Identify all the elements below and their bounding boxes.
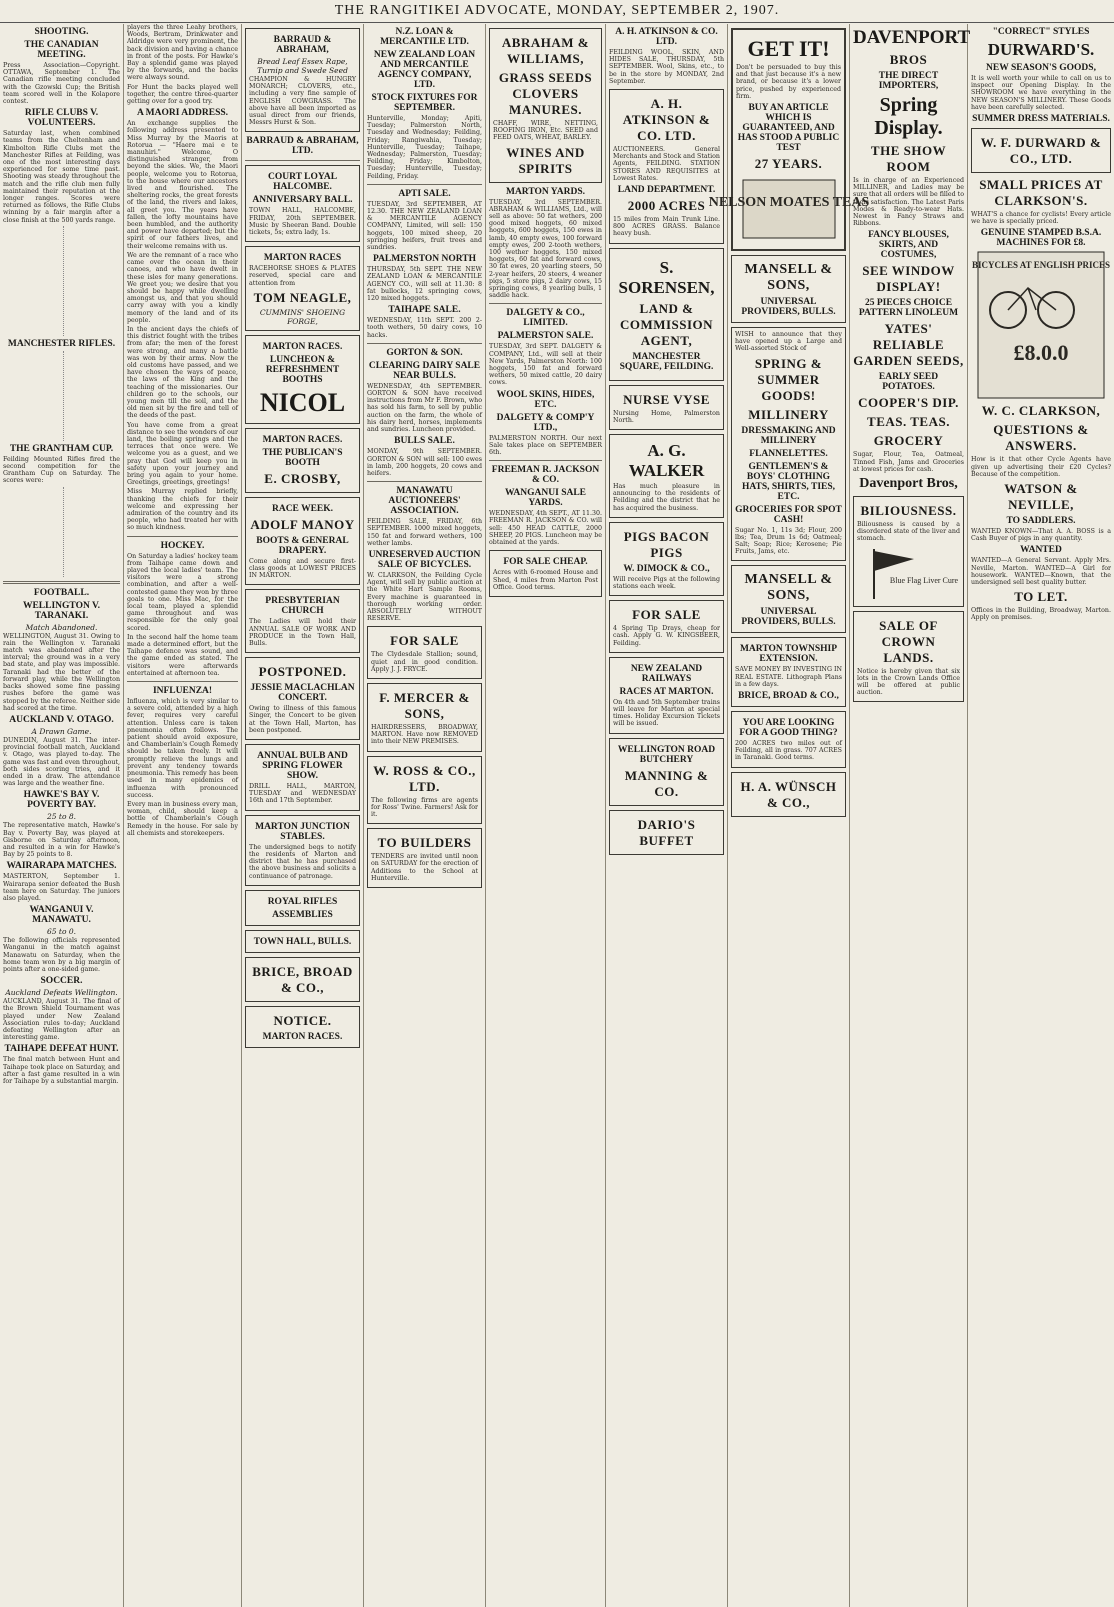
ad-title: TO LET.	[1014, 589, 1068, 605]
ad-title: SPRING & SUMMER GOODS!	[754, 355, 823, 403]
ad-bulb-show	[245, 744, 360, 811]
heading: SHOOTING.	[34, 27, 89, 37]
ad-title: BOOTS & GENERAL DRAPERY.	[256, 535, 349, 556]
bicycle-price-text: £8.0.0	[1013, 340, 1069, 366]
bicycle-ad-icon	[972, 250, 1110, 400]
subheading: Auckland Defeats Wellington.	[5, 988, 118, 998]
ad-title: APTI SALE.	[398, 188, 451, 199]
ad-title: TO BUILDERS	[377, 835, 472, 851]
ad-title: COURT LOYAL HALCOMBE.	[267, 172, 338, 193]
ad-title: H. A. WÜNSCH & CO.,	[740, 778, 837, 810]
ad-text: Don't be persuaded to buy this and that just because it's a new brand, or because it's a lower price, pushed by experienced firm.	[736, 64, 841, 100]
ad-brice-broad	[245, 957, 360, 1002]
ad-title: NEW ZEALAND LOAN AND MERCANTILE AGENCY COMPANY, LTD.	[373, 50, 476, 90]
column-9	[968, 24, 1114, 1607]
ad-title: GRASS SEEDS CLOVERS MANURES.	[498, 70, 593, 117]
ad-title: DARIO'S BUFFET	[637, 816, 696, 848]
ad-text: FEILDING SALE, FRIDAY, 6th SEPTEMBER. 1000 mixed hoggets, 150 fat and forward wethers, 100 wether lambs.	[367, 518, 482, 547]
ad-text: CHAFF, WIRE, NETTING, ROOFING IRON, Etc. SEED and FEED OATS, WHEAT, BARLEY.	[493, 120, 598, 142]
column-8	[850, 24, 971, 1607]
ad-get-it	[708, 28, 869, 251]
ad-text: The Ladies will hold their ANNUAL SALE OF WORK AND PRODUCE in the Town Hall, Bulls.	[249, 618, 356, 648]
body-text: WELLINGTON, August 31. Owing to rain the Wellington v. Taranaki match was abandoned after the interval; the ground was in a very bad state, and play was impossible. Taranaki had the better of the forward play, while the Wellington backs showed some fine passing rushes before the game was stopped by the referee. Neither side had scored at the time.	[3, 632, 120, 712]
column-5	[486, 24, 606, 1607]
ad-text: Owing to illness of this famous Singer, the Concert to be given at the Town Hall, Marton, has been postponed.	[249, 705, 356, 734]
body-text: DUNEDIN, August 31. The inter-provincial football match, Auckland v. Otago, was played to-day. The game was fast and even throughout, both sides scoring tries, and it ended in a draw. The attendance was large and the weather fine.	[3, 736, 120, 788]
ad-title: WANTED	[1020, 545, 1062, 556]
body-text: For Hunt the backs played well together, the centre three-quarter getting over for a good try.	[127, 83, 238, 106]
body-text: Influenza, which is very similar to a severe cold, attended by a high fever, requires very careful attention. Unless care is taken pneumonia often follows. The patient should avoid exposure, and Chamberlain's Cough Remedy should be taken freely. It will promptly relieve the lungs and prevent any tendency towards pneumonia. This remedy has been used in many epidemics of influenza with pronounced success.	[127, 698, 238, 799]
ad-title: ABRAHAM & WILLIAMS,	[501, 35, 590, 66]
ad-text: SAVE MONEY BY INVESTING IN REAL ESTATE. Lithograph Plans in a few days.	[735, 666, 842, 688]
ad-lodge	[245, 165, 360, 242]
divider	[127, 536, 238, 537]
ad-title: BULLS SALE.	[394, 436, 455, 447]
ad-name: Davenport Bros,	[859, 476, 958, 492]
ad-sale-cheap	[489, 550, 602, 597]
ad-text: MONDAY, 9th SEPTEMBER. GORTON & SON will sell: 100 ewes in lamb, 200 hoggets, 20 cows and heifers.	[367, 448, 482, 477]
ad-title: MANCHESTER SQUARE, FEILDING.	[619, 351, 714, 372]
ad-crosby	[245, 428, 360, 493]
ad-title: BRICE, BROAD & CO.,	[252, 963, 353, 995]
ad-town-hall	[245, 930, 360, 953]
heading: WAIRARAPA MATCHES.	[6, 861, 117, 872]
body-text: You have come from a great distance to see the wonders of our land, the boiling springs and the terraces that once were. We welcome you as a guest, and we pray that God will keep you in safety upon your journey and bring you again to your home. Greetings, greetings, greetings!	[127, 421, 238, 487]
ad-title: N.Z. LOAN & MERCANTILE LTD.	[380, 27, 469, 47]
heading: RIFLE CLUBS V. VOLUNTEERS.	[24, 108, 99, 129]
body-text: The following officials represented Wanganui in the match against Manawatu on Saturday, when the home team won by a big margin of points after a one-sided game.	[3, 937, 120, 973]
ad-for-sale	[367, 626, 482, 679]
ad-text: CHAMPION & HUNGRY MONARCH; CLOVERS, etc., including a very fine sample of ENGLISH COWGRASS. The above have all been imported as usual direct from our friends, Messrs Hurst & Son.	[249, 76, 356, 127]
column-6	[606, 24, 728, 1607]
ad-nurse	[609, 385, 724, 430]
ad-text: WEDNESDAY, 4th SEPTEMBER. GORTON & SON have received instructions from Mr F. Brown, who has sold his farm, to sell by public auction on the farm, the whole of his dairy herd, horses, implements and sundries. Luncheon provided.	[367, 382, 482, 434]
body-text: Miss Murray replied briefly, thanking the chiefs for their welcome and expressing her admiration of the country and its people, who had treated her with so much kindness.	[127, 488, 238, 532]
ad-title: DALGETY & COMP'Y LTD.,	[496, 412, 595, 433]
ad-text: WISH to announce that they have opened up a Large and Well-assorted Stock of	[735, 331, 842, 353]
score-table	[63, 487, 120, 577]
divider	[245, 160, 360, 161]
ad-title: WELLINGTON ROAD BUTCHERY	[617, 744, 716, 765]
ad-mercer	[367, 683, 482, 752]
ad-title: WOOL SKINS, HIDES, ETC.	[496, 389, 595, 410]
ad-title: MILLINERY	[748, 406, 829, 422]
ad-title: PALMERSTON NORTH	[372, 254, 477, 265]
body-text: The final match between Hunt and Taihape took place on Saturday, and after a fast game resulted in a win for Taihape by a substantial margin.	[3, 1056, 120, 1085]
ad-title: LAND DEPARTMENT.	[617, 185, 716, 196]
body-text: The representative match, Hawke's Bay v. Poverty Bay, was played at Gisborne on Saturday afternoon, and resulted in a win for Hawke's Bay by 25 points to 8.	[3, 822, 120, 859]
ad-title: 25 PIECES CHOICE PATTERN LINOLEUM	[858, 298, 959, 319]
ad-text: Biliousness is caused by a disordered state of the liver and stomach.	[857, 521, 960, 543]
ad-text: Sugar, Flour, Tea, Oatmeal, Tinned Fish, Jams and Groceries at lowest prices for cash.	[853, 451, 964, 473]
heading: FOOTBALL.	[33, 587, 90, 598]
ad-title: FOR SALE	[632, 607, 701, 623]
ad-text: DRILL HALL, MARTON, TUESDAY and WEDNESDAY 16th and 17th September.	[249, 783, 356, 805]
ad-neagle	[245, 246, 360, 331]
body-text: Press Association—Copyright. OTTAWA, September 1. The Canadian rifle meeting concluded with the Gzowski Cup; the British team scored well in the Kolapore contest.	[3, 62, 120, 106]
ad-manoy	[245, 497, 360, 586]
ad-text: WEDNESDAY, 4th SEPT., AT 11.30. FREEMAN R. JACKSON & CO. will sell: 450 HEAD CATTLE, 2000 SHEEP, 20 PIGS. Luncheon may be obtained at the yards.	[489, 510, 602, 547]
ad-abraham-williams	[489, 28, 602, 183]
divider	[367, 481, 482, 482]
ad-butchery	[609, 738, 724, 806]
ad-text: It is well worth your while to call on us to inspect our Opening Display. In the SHOWROOM we have everything in the NEW SEASON'S MILLINERY. These Goods have been carefully selected.	[971, 75, 1111, 111]
ad-title: FANCY BLOUSES, SKIRTS, AND COSTUMES,	[868, 230, 949, 261]
body-text: Feilding Mounted Rifles fired the second competition for the Grantham Cup on Saturday. The scores were:	[3, 455, 120, 485]
heading: INFLUENZA!	[152, 686, 213, 697]
ad-ross	[367, 756, 482, 825]
blue-flag-icon	[864, 545, 958, 601]
column-3	[242, 24, 364, 1607]
ad-text: 200 ACRES two miles out of Feilding, all in grass. 707 ACRES in Taranaki. Good terms.	[735, 740, 842, 762]
ad-title: BARRAUD & ABRAHAM, LTD.	[246, 136, 359, 157]
ad-title: FOR SALE	[390, 633, 459, 649]
ad-title: THE SHOW ROOM	[870, 143, 947, 174]
ad-title: WINES AND SPIRITS	[506, 144, 585, 176]
ad-name: A. G. WALKER	[628, 441, 705, 481]
ad-mansell-1	[731, 255, 846, 323]
score-table	[63, 351, 120, 441]
divider	[367, 343, 482, 344]
ad-title: 2000 ACRES	[627, 198, 706, 214]
ad-rifles	[245, 890, 360, 926]
ad-title: MARTON TOWNSHIP EXTENSION.	[739, 644, 838, 665]
ad-text: How is it that other Cycle Agents have given up advertising their £20 Cycles? Because of the competition.	[971, 456, 1111, 478]
ad-title: SUMMER DRESS MATERIALS.	[972, 114, 1110, 125]
body-text: players the three Leahy brothers, Woods, Bertram, Drinkwater and Aldridge were very prominent, the back division and having a chance in front of the posts. For Hawke's Bay a splendid game was played by the forwards, and the backs were always sound.	[127, 24, 238, 82]
ad-name: TOM NEAGLE,	[253, 289, 352, 305]
ad-title: DRESSMAKING AND MILLINERY	[741, 425, 836, 446]
ad-title: MANSELL & SONS,	[744, 262, 833, 294]
ad-text: Hunterville, Monday; Apiti, Tuesday; Palmerston North, Tuesday and Wednesday; Feilding, Friday; Rangiwahia, Tuesday; Hunterville, Tuesday; Taihape, Wednesday; Palmerston, Tuesday; Feilding, Friday; Kimbolton, Tuesday; Hunterville, Tuesday; Feilding, Friday.	[367, 115, 482, 180]
ad-mansell-2	[731, 565, 846, 633]
ad-title: NEW ZEALAND RAILWAYS	[630, 663, 703, 684]
ad-title: BILIOUSNESS.	[860, 503, 957, 519]
ad-subtitle: Bread Leaf Essex Rape, Turnip and Swede Seed	[257, 57, 348, 75]
ad-title: UNIVERSAL PROVIDERS, BULLS.	[741, 297, 836, 318]
ad-for-sale-2	[609, 600, 724, 653]
ad-title: NEW SEASON'S GOODS,	[986, 63, 1096, 73]
ad-nicol	[245, 335, 360, 424]
divider	[127, 681, 238, 682]
ad-dimock	[609, 522, 724, 596]
ad-title: WANGANUI SALE YARDS.	[504, 488, 587, 509]
ad-text: On 4th and 5th September trains will leave for Marton at special times. Holiday Excursion Tickets will be issued.	[613, 698, 720, 728]
ad-title: UNRESERVED AUCTION SALE OF BICYCLES.	[368, 549, 481, 570]
ad-title: NOTICE.	[273, 1012, 332, 1028]
divider	[3, 581, 120, 584]
score-table	[63, 226, 120, 336]
heading: SOCCER.	[40, 976, 83, 987]
ad-stables	[245, 815, 360, 886]
ad-durward	[971, 128, 1111, 173]
ad-name: S. SORENSEN,	[618, 257, 715, 297]
ad-postponed	[245, 657, 360, 740]
ad-name: BROS	[889, 52, 928, 67]
ad-title: MARTON JUNCTION STABLES.	[255, 821, 350, 842]
ad-title: A. H. ATKINSON & CO. LTD.	[615, 27, 718, 47]
ad-good-thing	[731, 711, 846, 768]
ad-title: TEAS. TEAS.	[867, 414, 950, 430]
ad-title: FLANNELETTES.	[749, 448, 828, 459]
heading: A MAORI ADDRESS.	[136, 108, 229, 119]
ad-title: THE DIRECT IMPORTERS,	[878, 71, 939, 91]
ad-title: WATSON & NEVILLE,	[1004, 481, 1078, 513]
ad-title: BUY AN ARTICLE WHICH IS GUARANTEED, AND HAS STOOD A PUBLIC TEST	[737, 103, 840, 154]
subheading: A Drawn Game.	[31, 726, 92, 736]
ad-title: JESSIE MACLACHLAN CONCERT.	[250, 683, 355, 704]
body-text: In the ancient days the chiefs of this district fought with the tribes from afar; the men of the forest were strong, and many a battle was won by their arms. Now the old customs have passed, and we have chosen the ways of peace, the laws of the King and the teaching of the missionaries. Our children go to the schools, our young men till the soil, and the old men sit by the fire and tell of the deeds of the past.	[127, 325, 238, 420]
ad-title: SMALL PRICES AT CLARKSON'S.	[979, 177, 1103, 209]
ad-text: PALMERSTON NORTH. Our next Sale takes place on SEPTEMBER 6th.	[489, 434, 602, 457]
heading: HAWKE'S BAY V. POVERTY BAY.	[23, 790, 100, 811]
ad-township	[731, 637, 846, 707]
ad-title: RACE WEEK.	[271, 503, 334, 514]
ad-text: TENDERS are invited until noon on SATURDAY for the erection of Additions to the School at Hunterville.	[371, 853, 478, 882]
body-text: On Saturday a ladies' hockey team from Taihape came down and played the local ladies' team. The visitors were a strong combination, and after a well-contested game they won by three goals to one. Miss Mac, for the local team, played a splendid game throughout and was responsible for the only goal scored.	[127, 552, 238, 632]
ad-title: ANNUAL BULB AND SPRING FLOWER SHOW.	[257, 751, 348, 782]
ad-title: SEE WINDOW DISPLAY!	[862, 263, 955, 295]
ad-title: BRICE, BROAD & CO.,	[738, 691, 839, 702]
ad-text: TOWN HALL, HALCOMBE, FRIDAY, 20th SEPTEMBER. Music by Sheeran Band. Double tickets, 5s; extra lady, 1s.	[249, 207, 356, 237]
ad-walker	[609, 434, 724, 518]
ad-title: MANNING & CO.	[624, 767, 709, 799]
ad-title: EARLY SEED POTATOES.	[878, 372, 939, 393]
heading: AUCKLAND V. OTAGO.	[9, 714, 114, 725]
ad-title: W. C. CLARKSON,	[981, 403, 1101, 419]
ad-title: STOCK FIXTURES FOR SEPTEMBER.	[371, 93, 478, 113]
ad-title: POSTPONED.	[258, 664, 347, 680]
ad-title: TOWN HALL, BULLS.	[253, 936, 352, 947]
ad-title: GROCERIES FOR SPOT CASH!	[735, 504, 842, 525]
ad-title: MARTON RACES.	[262, 1031, 343, 1042]
ad-builders	[367, 828, 482, 888]
ad-name: NICOL	[259, 387, 346, 417]
body-text: An exchange supplies the following address presented to Miss Murray by the Maoris at Rotorua — "Haere mai e te manuhiri." Welcome, O distinguished stranger, from beyond the skies. We, the Maori people, welcome you to Rotorua, to the house where our ancestors lived and flourished. The sheltering rocks, the great forests of the land, the rivers and lakes, all greet you. The years have fallen, the lofty mountains have been humbled, and the authority and power have departed; but the spirit of our fathers lives, and their welcome remains with us.	[127, 120, 238, 250]
divider	[489, 303, 602, 304]
ad-name: ADOLF MANOY	[250, 516, 355, 532]
ad-title: PALMERSTON SALE.	[497, 331, 594, 342]
ad-title: FOR SALE CHEAP.	[503, 557, 588, 568]
ad-text: TUESDAY, 3rd SEPTEMBER. ABRAHAM & WILLIAMS, Ltd., will sell as above: 50 fat wethers, 200 good mixed hoggets, 60 mixed hoggets, 600 hoggets, 150 ewes in lamb, 40 empty ewes, 100 forward empty ewes, 200 2-tooth wethers, 100 wether hoggets, 150 mixed hoggets, 60 fat and forward cows, 30 fat ewes, 20 yearling steers, 50 2-year heifers, 20 steers, 4 weaner pigs, 5 store pigs, 2 dairy cows, 15 springing cows, 8 yearling bulls, 1 saddle hack.	[489, 198, 602, 300]
ad-name: E. CROSBY,	[264, 470, 341, 486]
ad-title: NURSE VYSE	[623, 391, 710, 407]
ad-text: WANTED KNOWN—That A. A. BOSS is a Cash Buyer of pigs in any quantity.	[971, 528, 1111, 543]
ad-title: GENTLEMEN'S & BOYS' CLOTHING HATS, SHIRTS, TIES, ETC.	[741, 461, 836, 502]
tea-logo-text: NELSON MOATES TEAS	[708, 195, 869, 211]
ad-title: ROYAL RIFLES	[267, 896, 338, 907]
ad-name: DAVENPORT	[853, 27, 971, 48]
ad-text: Notice is hereby given that six lots in the Crown Lands Office will be offered at public auction.	[857, 667, 960, 697]
column-7	[708, 24, 869, 1607]
body-text: Every man in business every man, woman, child, should keep a bottle of Chamberlain's Cough Remedy in the house. For sale by all chemists and storekeepers.	[127, 800, 238, 837]
ad-title: COOPER'S DIP.	[858, 395, 959, 411]
ad-title: RACES AT MARTON.	[619, 686, 714, 697]
ad-title: W. DIMOCK & CO.,	[623, 563, 710, 574]
ad-text: WHAT'S a chance for cyclists! Every article we have is specially priced.	[971, 211, 1111, 226]
ad-text: FEILDING WOOL, SKIN, AND HIDES SALE, THURSDAY, 5th SEPTEMBER. Wool, Skins, etc., to be in the store by MONDAY, 2nd September.	[609, 49, 724, 85]
ad-title: ANNIVERSARY BALL.	[252, 195, 353, 206]
ad-title: W. ROSS & CO., LTD.	[373, 762, 476, 794]
ad-title: "CORRECT" STYLES	[992, 27, 1090, 37]
ad-title: FREEMAN R. JACKSON & CO.	[491, 465, 600, 486]
ad-title: LAND & COMMISSION AGENT,	[619, 300, 714, 348]
ad-text: W. CLARKSON, the Feilding Cycle Agent, will sell by public auction at the White Hart Sample Rooms, Every machine is guaranteed in thorough working order. ABSOLUTELY WITHOUT RESERVE.	[367, 571, 482, 623]
ad-text: HAIRDRESSERS, BROADWAY, MARTON. Have now REMOVED into their NEW PREMISES.	[371, 723, 478, 746]
masthead: THE RANGITIKEI ADVOCATE, MONDAY, SEPTEMBER 2, 1907.	[0, 0, 1114, 23]
ad-title: GORTON & SON.	[386, 347, 463, 358]
heading: MANCHESTER RIFLES.	[7, 338, 116, 349]
divider	[367, 184, 482, 185]
ad-text: Is in charge of an Experienced MILLINER, and Ladies may be sure that all orders will be filled to their satisfaction. The Latest Paris Modes & Ready-to-wear Hats. Newest in Fancy Straws and Ribbons.	[853, 177, 964, 228]
column-4	[364, 24, 486, 1607]
ad-name: DURWARD'S.	[987, 40, 1095, 59]
subheading: 65 to 0.	[47, 927, 76, 937]
ad-text: 4 Spring Tip Drays, cheap for cash. Apply G. W. KINGSBEER, Feilding.	[613, 625, 720, 647]
divider	[489, 460, 602, 461]
ad-text: WEDNESDAY, 11th SEPT. 200 2-tooth wethers, 50 dairy cows, 10 hacks.	[367, 317, 482, 339]
subheading: Match Abandoned.	[25, 622, 98, 632]
ad-text: AUCTIONEERS. General Merchants and Stock and Station Agents, FEILDING. STATION STORES AND REQUISITES at Lowest Rates.	[613, 146, 720, 182]
ad-text: Come along and secure first-class goods at LOWEST PRICES IN MARTON.	[249, 557, 356, 580]
ad-notice	[245, 1006, 360, 1048]
ad-title: TO SADDLERS.	[1006, 516, 1076, 527]
ad-church	[245, 589, 360, 653]
ad-title: UNIVERSAL PROVIDERS, BULLS.	[741, 607, 836, 628]
ad-title: QUESTIONS & ANSWERS.	[993, 422, 1089, 454]
ad-wunsch	[731, 772, 846, 817]
ad-text: THURSDAY, 5th SEPT. THE NEW ZEALAND LOAN & MERCANTILE AGENCY CO., will sell at 11.30: 8 fat bullocks, 12 springing cows, 120 mixed hoggets.	[367, 266, 482, 303]
ad-title: F. MERCER & SONS,	[379, 689, 470, 721]
blue-flag-text: Blue Flag Liver Cure	[889, 575, 958, 585]
ad-title: GENUINE STAMPED B.S.A. MACHINES FOR £8.	[980, 228, 1102, 249]
ad-title: MARTON RACES.	[262, 434, 343, 445]
ad-title: THE PUBLICAN'S BOOTH	[262, 447, 343, 468]
ad-title: Spring Display.	[874, 94, 943, 139]
ad-barraud	[245, 28, 360, 132]
heading: WELLINGTON V. TARANAKI.	[22, 600, 101, 621]
ad-text: 15 miles from Main Trunk Line. 800 ACRES GRASS. Balance heavy bush.	[613, 216, 720, 238]
ad-sorensen	[609, 248, 724, 381]
ad-text: Sugar No. 1, 11s 3d; Flour, 200 lbs; Tea, Drum 1s 6d; Oatmeal; Salt; Soap; Rice; Kerosene; Pie Fruits, Jams, etc.	[735, 526, 842, 556]
bicycle-ad-text: BICYCLES AT ENGLISH PRICES	[972, 260, 1110, 271]
ad-title: GROCERY	[873, 433, 944, 449]
ad-text: Has much pleasure in announcing to the residents of Feilding and the district that he has acquired the business.	[613, 483, 720, 512]
ad-spring-goods	[731, 327, 846, 561]
ad-title: YOU ARE LOOKING FOR A GOOD THING?	[739, 718, 838, 739]
ad-title: LUNCHEON & REFRESHMENT BOOTHS	[265, 354, 340, 385]
ad-text: WANTED—A General Servant. Apply Mrs. Neville, Marton. WANTED—A Girl for housework. WANTED—Known, that the undersigned sell best quality butter.	[971, 557, 1111, 587]
ad-text: Nursing Home, Palmerston North.	[613, 409, 720, 424]
ad-text: Acres with 6-roomed House and Shed, 4 miles from Marton Post Office. Good terms.	[493, 569, 598, 591]
ad-text: Offices in the Building, Broadway, Marton. Apply on premises.	[971, 607, 1111, 622]
column-2	[124, 24, 242, 1607]
ad-title: GET IT!	[747, 36, 830, 61]
ad-title: DALGETY & CO., LIMITED.	[506, 308, 585, 329]
ad-text: TUESDAY, 3rd SEPT. DALGETY & COMPANY, Ltd., will sell at their New Yards, Palmerston North: 100 hoggets, 150 fat and forward wethers, 50 mixed cattle, 20 dairy cows.	[489, 343, 602, 387]
ad-title: BARRAUD & ABRAHAM,	[273, 35, 332, 55]
heading: HOCKEY.	[160, 540, 205, 551]
ad-title: TAIHAPE SALE.	[388, 305, 461, 316]
heading: TAIHAPE DEFEAT HUNT.	[4, 1044, 119, 1055]
ad-title: CLEARING DAIRY SALE NEAR BULLS.	[368, 360, 481, 381]
body-text: We are the remnant of a race who came over the ocean in their canoes, and who have dwelt in these isles for many generations. We greet you; we desire that you should be happy while dwelling amongst us, and that you should carry away with you a kindly memory of the land and of its people.	[127, 251, 238, 324]
ad-text: TUESDAY, 3rd SEPTEMBER, AT 12.30. THE NEW ZEALAND LOAN & MERCANTILE AGENCY COMPANY, Limited, will sell: 150 hoggets, 100 mixed sheep, 20 springing heifers, fruit trees and sundries.	[367, 200, 482, 252]
ad-text: Will receive Pigs at the following stations each week.	[613, 575, 720, 591]
ad-title: MARTON YARDS.	[505, 186, 586, 197]
body-text: In the second half the home team made a determined effort, but the Taihape defence was sound, and the game ended as stated. The visitors were afterwards entertained at afternoon tea.	[127, 633, 238, 677]
ad-title: PRESBYTERIAN CHURCH	[265, 596, 340, 617]
body-text: AUCKLAND, August 31. The final of the Brown Shield Tournament was played under New Zealand Association rules to-day; Auckland defeating Wellington after an interesting game.	[3, 998, 120, 1042]
ad-title: W. F. DURWARD & CO., LTD.	[980, 135, 1102, 167]
ad-title: MANAWATU AUCTIONEERS' ASSOCIATION.	[388, 486, 461, 517]
ad-title: A. H. ATKINSON & CO. LTD.	[622, 96, 711, 144]
heading: WANGANUI V. MANAWATU.	[29, 905, 94, 926]
column-1	[0, 24, 124, 1607]
ad-title: SALE OF CROWN LANDS.	[879, 617, 938, 665]
ad-title: 27 YEARS.	[754, 156, 823, 172]
body-text: Saturday last, when combined teams from the Cheltenham and Kimbolton Rifle Clubs met the Manchester Rifles at Feilding, was one of the most interesting days experienced for some time past. Shooting was steady throughout the match and the rifle club men fully maintained their reputation at the longer ranges. Scores were returned as follows, the Rifle Clubs winning by a fair margin after a close finish at the 500 yards range.	[3, 130, 120, 224]
heading: THE GRANTHAM CUP.	[9, 443, 114, 454]
ad-atkinson	[609, 89, 724, 244]
ad-title: PIGS BACON PIGS	[623, 528, 710, 560]
subheading: 25 to 8.	[47, 812, 76, 822]
body-text: MASTERTON, September 1. Wairarapa senior defeated the Bush team here on Saturday. The juniors also played.	[3, 873, 120, 902]
ad-text: The following firms are agents for Ross' Twine. Farmers! Ask for it.	[371, 796, 478, 818]
ad-subtitle: CUMMINS' SHOEING FORGE,	[259, 307, 346, 326]
ad-buffet	[609, 810, 724, 855]
ad-title: MARTON RACES	[263, 253, 342, 264]
ad-title: YATES' RELIABLE GARDEN SEEDS,	[853, 321, 964, 369]
ad-text: RACEHORSE SHOES & PLATES reserved, special care and attention from	[249, 265, 356, 287]
ad-text: The Clydesdale Stallion; sound, quiet and in good condition. Apply J. J. FRYCE.	[371, 651, 478, 673]
ad-text: The undersigned begs to notify the residents of Marton and district that he has purchased the above business and solicits a continuance of patronage.	[249, 843, 356, 880]
ad-biliousness	[853, 496, 964, 607]
ad-crown-lands	[853, 611, 964, 703]
heading: THE CANADIAN MEETING.	[24, 40, 99, 60]
ad-title: ASSEMBLIES	[272, 909, 333, 920]
ad-title: MANSELL & SONS,	[744, 572, 833, 604]
ad-title: MARTON RACES.	[262, 341, 343, 352]
tea-logo-icon	[708, 174, 869, 244]
ad-railways	[609, 657, 724, 734]
